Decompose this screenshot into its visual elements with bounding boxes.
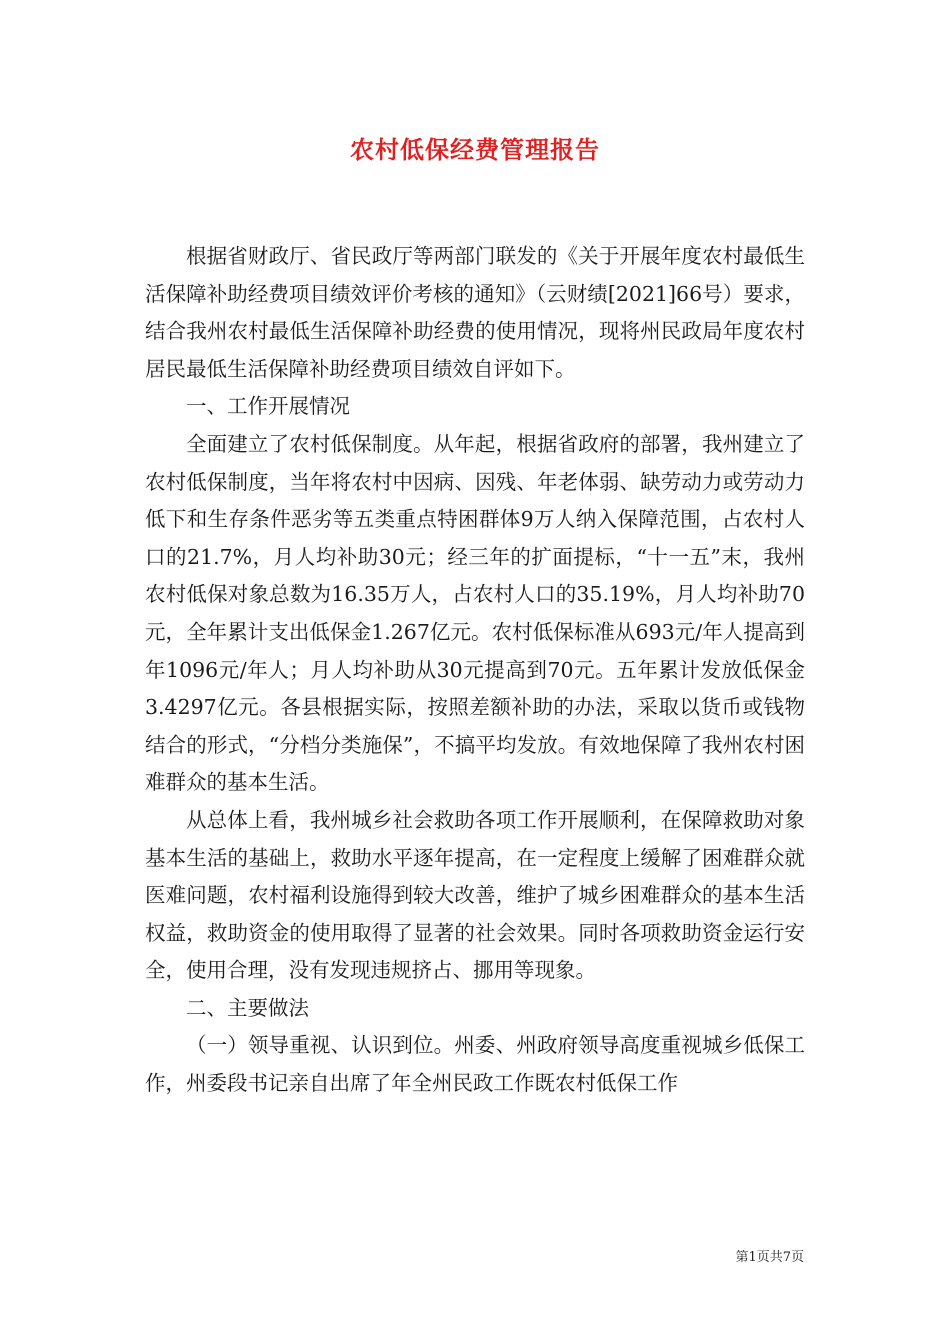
paragraph-leadership: （一）领导重视、认识到位。州委、州政府领导高度重视城乡低保工作，州委段书记亲自出席了年全州民政工作既农村低保工作 <box>145 1033 805 1096</box>
paragraph-overall: 从总体上看，我州城乡社会救助各项工作开展顺利，在保障救助对象基本生活的基础上，救助水平逐年提高，在一定程度上缓解了困难群众就医难问题，农村福利设施得到较大改善，维护了城乡困难群众的基本生活权益，救助资金的使用取得了显著的社会效果。同时各项救助资金运行安全，使用合理，没有发现违规挤占、挪用等现象。 <box>145 807 805 983</box>
document-title: 农村低保经费管理报告 <box>350 135 600 164</box>
section-heading-1: 一、工作开展情况 <box>186 394 350 419</box>
document-body <box>145 238 805 1103</box>
paragraph-low-income-system: 全面建立了农村低保制度。从年起，根据省政府的部署，我州建立了农村低保制度，当年将农村中因病、因残、年老体弱、缺劳动力或劳动力低下和生存条件恶劣等五类重点特困群体9万人纳入保障范围，占农村人口的21.7%，月人均补助30元；经三年的扩面提标，“十一五”末，我州农村低保对象总数为16.35万人，占农村人口的35.19%，月人均补助70元，全年累计支出低保金1.267亿元。农村低保标准从693元/年人提高到年1096元/年人；月人均补助从30元提高到70元。五年累计发放低保金3.4297亿元。各县根据实际，按照差额补助的办法，采取以货币或钱物结合的形式，“分档分类施保”，不搞平均发放。有效地保障了我州农村困难群众的基本生活。 <box>145 431 805 795</box>
section-heading-2: 二、主要做法 <box>186 995 309 1020</box>
paragraph-intro: 根据省财政厅、省民政厅等两部门联发的《关于开展年度农村最低生活保障补助经费项目绩效评价考核的通知》（云财绩[2021]66号）要求，结合我州农村最低生活保障补助经费的使用情况，现将州民政局年度农村居民最低生活保障补助经费项目绩效自评如下。 <box>145 244 805 381</box>
page-number: 第1页共7页 <box>735 1250 804 1265</box>
